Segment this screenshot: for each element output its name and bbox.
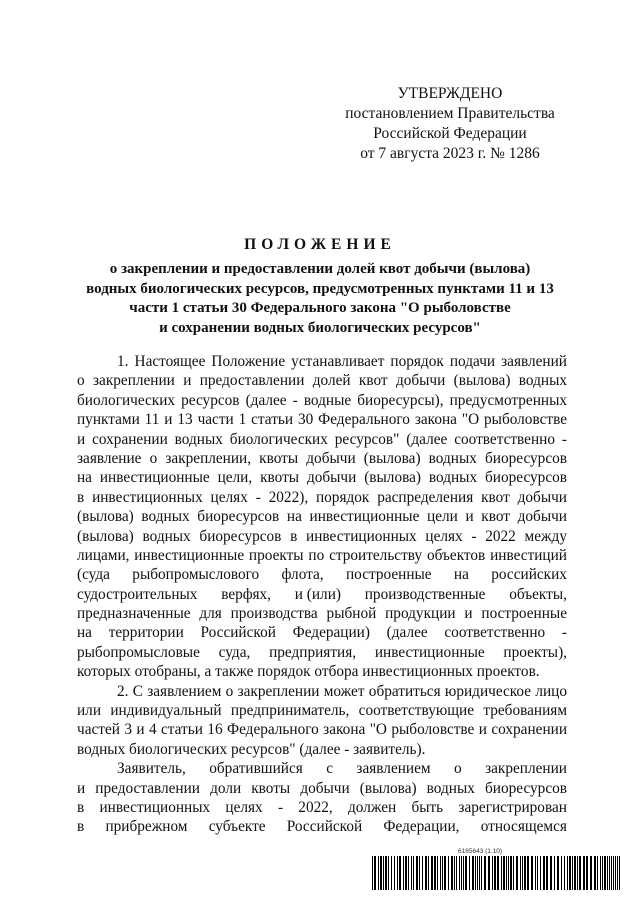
barcode-bar bbox=[481, 856, 482, 890]
document-stamp: 6185643 (1.10) bbox=[458, 848, 503, 855]
barcode-bar bbox=[479, 856, 480, 890]
barcode-bar bbox=[550, 856, 552, 890]
paragraph-2-line: частей 3 и 4 статьи 16 Федерального закона "О рыболовстве и сохранении bbox=[77, 721, 567, 739]
word: (далее bbox=[386, 624, 428, 642]
barcode-bar bbox=[600, 856, 601, 890]
barcode-bar bbox=[459, 856, 460, 890]
barcode-bar bbox=[484, 856, 486, 890]
barcode-bar bbox=[607, 856, 608, 890]
paragraph-3-line bbox=[77, 817, 567, 836]
word: быть bbox=[411, 798, 444, 816]
paragraph-1-line: о закреплении и предоставлении долей квот добычи (вылова) водных bbox=[77, 372, 567, 390]
barcode-bar bbox=[408, 856, 409, 890]
word: соответственно bbox=[444, 624, 546, 642]
barcode-bar bbox=[604, 856, 606, 890]
barcode-bar bbox=[540, 856, 541, 890]
barcode-bar bbox=[567, 856, 568, 890]
word: на bbox=[453, 566, 469, 584]
word: субъекте bbox=[208, 818, 266, 836]
paragraph-1-line bbox=[77, 623, 567, 642]
barcode-bar bbox=[374, 856, 376, 890]
barcode-bar bbox=[557, 856, 559, 890]
barcode-bar bbox=[527, 856, 529, 890]
barcode-bar bbox=[554, 856, 555, 890]
barcode-bar bbox=[506, 856, 507, 890]
barcode-bar bbox=[372, 856, 373, 890]
word: инвестиционных bbox=[99, 798, 211, 816]
subtitle-line: водных биологических ресурсов, предусмотренных пунктами 11 и 13 bbox=[86, 280, 554, 297]
paragraph-1-line: и сохранении водных биологических ресурсов" (далее соответственно - bbox=[77, 430, 567, 448]
word: объекты, bbox=[509, 585, 567, 603]
barcode-bar bbox=[463, 856, 464, 890]
word: о bbox=[454, 760, 462, 778]
approval-heading: УТВЕРЖДЕНО bbox=[397, 85, 503, 102]
subtitle-line: о закреплении и предоставлении долей квот добычи (вылова) bbox=[109, 261, 531, 277]
barcode-bar bbox=[403, 856, 404, 890]
barcode-bar bbox=[385, 856, 387, 890]
paragraph-1-last-line: которых отобраны, а также порядок отбора инвестиционных проектов. bbox=[77, 663, 540, 681]
barcode-bar bbox=[378, 856, 379, 890]
barcode-bar bbox=[492, 856, 493, 890]
word: проекты), bbox=[503, 643, 567, 661]
word: Российской bbox=[200, 624, 276, 642]
word: на bbox=[77, 624, 92, 642]
barcode-bar bbox=[380, 856, 382, 890]
paragraph-2-last-line: водных биологических ресурсов" (далее - заявитель). bbox=[77, 740, 426, 758]
word: производственные bbox=[364, 585, 486, 603]
barcode-bar bbox=[531, 856, 533, 890]
barcode-bar bbox=[535, 856, 536, 890]
barcode-bar bbox=[522, 856, 523, 890]
word: закреплении bbox=[485, 760, 567, 778]
approval-decree: постановлением Правительства bbox=[345, 105, 555, 122]
paragraph-1-line bbox=[77, 643, 567, 662]
barcode-bar bbox=[543, 856, 545, 890]
barcode-bar bbox=[615, 856, 616, 890]
barcode-bar bbox=[397, 856, 398, 890]
word: российских bbox=[491, 566, 567, 584]
paragraph-1-line: пунктами 11 и 13 части 1 статьи 30 Федерального закона "О рыболовстве bbox=[77, 411, 567, 429]
word: 2022, bbox=[298, 798, 333, 816]
word: - bbox=[561, 624, 567, 642]
approval-date-number: от 7 августа 2023 г. № 1286 bbox=[360, 145, 540, 162]
barcode-bar bbox=[572, 856, 573, 890]
barcode-bar bbox=[472, 856, 474, 890]
word: заявлением bbox=[356, 760, 431, 778]
word: рыбопромыслового bbox=[132, 566, 260, 584]
barcode-bar bbox=[477, 856, 478, 890]
word: Заявитель, bbox=[117, 760, 186, 778]
word: с bbox=[326, 760, 333, 778]
barcode-bar bbox=[574, 856, 576, 890]
barcode-bar bbox=[444, 856, 446, 890]
barcode-bar bbox=[391, 856, 392, 890]
barcode-bar bbox=[419, 856, 420, 890]
barcode-bar bbox=[619, 856, 620, 890]
word: построенные bbox=[345, 566, 432, 584]
barcode-bar bbox=[586, 856, 588, 890]
barcode-bar bbox=[434, 856, 436, 890]
barcode-bar bbox=[428, 856, 429, 890]
barcode-bar bbox=[510, 856, 512, 890]
subtitle-line: и сохранении водных биологических ресурсов" bbox=[159, 319, 481, 336]
barcode-bar bbox=[602, 856, 603, 890]
barcode-bar bbox=[577, 856, 578, 890]
barcode-bar bbox=[594, 856, 596, 890]
paragraph-1-line bbox=[77, 585, 567, 604]
barcode-bar bbox=[475, 856, 476, 890]
barcode-bar bbox=[546, 856, 548, 890]
word: в bbox=[77, 798, 85, 816]
barcode-bar bbox=[388, 856, 389, 890]
paragraph-1-line: (вылова) водных биоресурсов в инвестиционных целях - 2022 между bbox=[77, 527, 567, 545]
paragraph-3-line: и предоставлении доли квоты добычи (вылова) водных биоресурсов bbox=[77, 779, 567, 797]
paragraph-1-line: 1. Настоящее Положение устанавливает порядок подачи заявлений bbox=[117, 353, 567, 370]
word: судостроительных bbox=[77, 585, 198, 603]
barcode-bar bbox=[524, 856, 526, 890]
paragraph-2-line: или индивидуальный предприниматель, соответствующие требованиям bbox=[77, 702, 567, 720]
paragraph-1-line: заявление о закреплении, квоты добычи (вылова) водных биоресурсов bbox=[77, 449, 567, 467]
barcode-bar bbox=[461, 856, 462, 890]
word: и (или) bbox=[294, 585, 341, 603]
barcode-bar bbox=[431, 856, 433, 890]
barcode-bar bbox=[416, 856, 418, 890]
word: прибрежном bbox=[105, 818, 188, 836]
word: должен bbox=[347, 798, 397, 816]
word: зарегистрирован bbox=[458, 798, 567, 816]
word: предприятия, bbox=[269, 643, 357, 661]
word: Российской bbox=[286, 818, 363, 836]
word: верфях, bbox=[221, 585, 271, 603]
barcode-bar bbox=[413, 856, 414, 890]
barcode-bar bbox=[442, 856, 443, 890]
paragraph-1-line: лицами, инвестиционные проекты по строительству объектов инвестиций bbox=[77, 546, 567, 564]
barcode-icon bbox=[372, 856, 622, 890]
barcode-bar bbox=[520, 856, 521, 890]
barcode-bar bbox=[501, 856, 502, 890]
paragraph-2-line: 2. С заявлением о закреплении может обратиться юридическое лицо bbox=[117, 682, 567, 700]
word: Федерации) bbox=[292, 624, 370, 642]
barcode-bar bbox=[508, 856, 509, 890]
barcode-bar bbox=[383, 856, 384, 890]
paragraph-1-line: на инвестиционные цели, квоты добычи (вылова) водных биоресурсов bbox=[77, 469, 567, 487]
word: целях bbox=[225, 798, 263, 816]
barcode-bar bbox=[597, 856, 598, 890]
barcode-bar bbox=[613, 856, 614, 890]
paragraph-3-line bbox=[77, 798, 567, 817]
barcode-bar bbox=[454, 856, 455, 890]
barcode-bar bbox=[422, 856, 423, 890]
barcode-bar bbox=[451, 856, 453, 890]
barcode-bar bbox=[405, 856, 407, 890]
barcode-bar bbox=[617, 856, 618, 890]
barcode-bar bbox=[448, 856, 449, 890]
barcode-bar bbox=[494, 856, 496, 890]
barcode-bar bbox=[497, 856, 499, 890]
barcode-bar bbox=[513, 856, 514, 890]
word: относящемся bbox=[480, 818, 567, 836]
word: - bbox=[277, 798, 284, 816]
barcode-bar bbox=[569, 856, 571, 890]
barcode-bar bbox=[437, 856, 438, 890]
word: территории bbox=[108, 624, 184, 642]
barcode-bar bbox=[611, 856, 612, 890]
barcode-bar bbox=[440, 856, 441, 890]
word: в bbox=[77, 818, 85, 836]
word: (суда bbox=[77, 566, 110, 584]
barcode-bar bbox=[394, 856, 395, 890]
paragraph-1-line bbox=[77, 565, 567, 584]
word: Федерации, bbox=[383, 818, 460, 836]
barcode-bar bbox=[411, 856, 412, 890]
barcode-bar bbox=[561, 856, 562, 890]
subtitle-line: части 1 статьи 30 Федерального закона "О рыболовстве bbox=[129, 300, 511, 316]
barcode-bar bbox=[609, 856, 610, 890]
document-body bbox=[77, 352, 567, 837]
word: инвестиционные bbox=[374, 643, 485, 661]
barcode-bar bbox=[456, 856, 457, 890]
word: обратившийся bbox=[209, 760, 303, 778]
barcode-bar bbox=[503, 856, 505, 890]
word: суда, bbox=[218, 643, 251, 661]
barcode-bar bbox=[516, 856, 518, 890]
word: рыбопромысловые bbox=[77, 643, 200, 661]
word: флота, bbox=[281, 566, 324, 584]
paragraph-1-line: предназначенные для производства рыбной продукции и построенные bbox=[77, 605, 567, 623]
barcode-bar bbox=[579, 856, 581, 890]
barcode-bar bbox=[469, 856, 470, 890]
approval-block bbox=[330, 84, 570, 164]
barcode-bar bbox=[399, 856, 401, 890]
barcode-bar bbox=[425, 856, 427, 890]
barcode-bar bbox=[583, 856, 585, 890]
barcode-bar bbox=[590, 856, 592, 890]
barcode-bar bbox=[564, 856, 565, 890]
barcode-bar bbox=[465, 856, 467, 890]
document-title: ПОЛОЖЕНИЕ bbox=[244, 236, 396, 253]
paragraph-1-line: в инвестиционных целях - 2022), порядок распределения квот добычи bbox=[77, 488, 567, 506]
barcode-bar bbox=[537, 856, 538, 890]
approval-government: Российской Федерации bbox=[373, 125, 527, 142]
barcode-bar bbox=[488, 856, 490, 890]
document-subtitle bbox=[70, 260, 570, 338]
paragraph-1-line: (вылова) водных биоресурсов на инвестиционные цели и квот добычи bbox=[77, 508, 567, 526]
paragraph-3-line bbox=[77, 759, 567, 778]
paragraph-1-line: биологических ресурсов (далее - водные биоресурсы), предусмотренных bbox=[77, 391, 567, 409]
